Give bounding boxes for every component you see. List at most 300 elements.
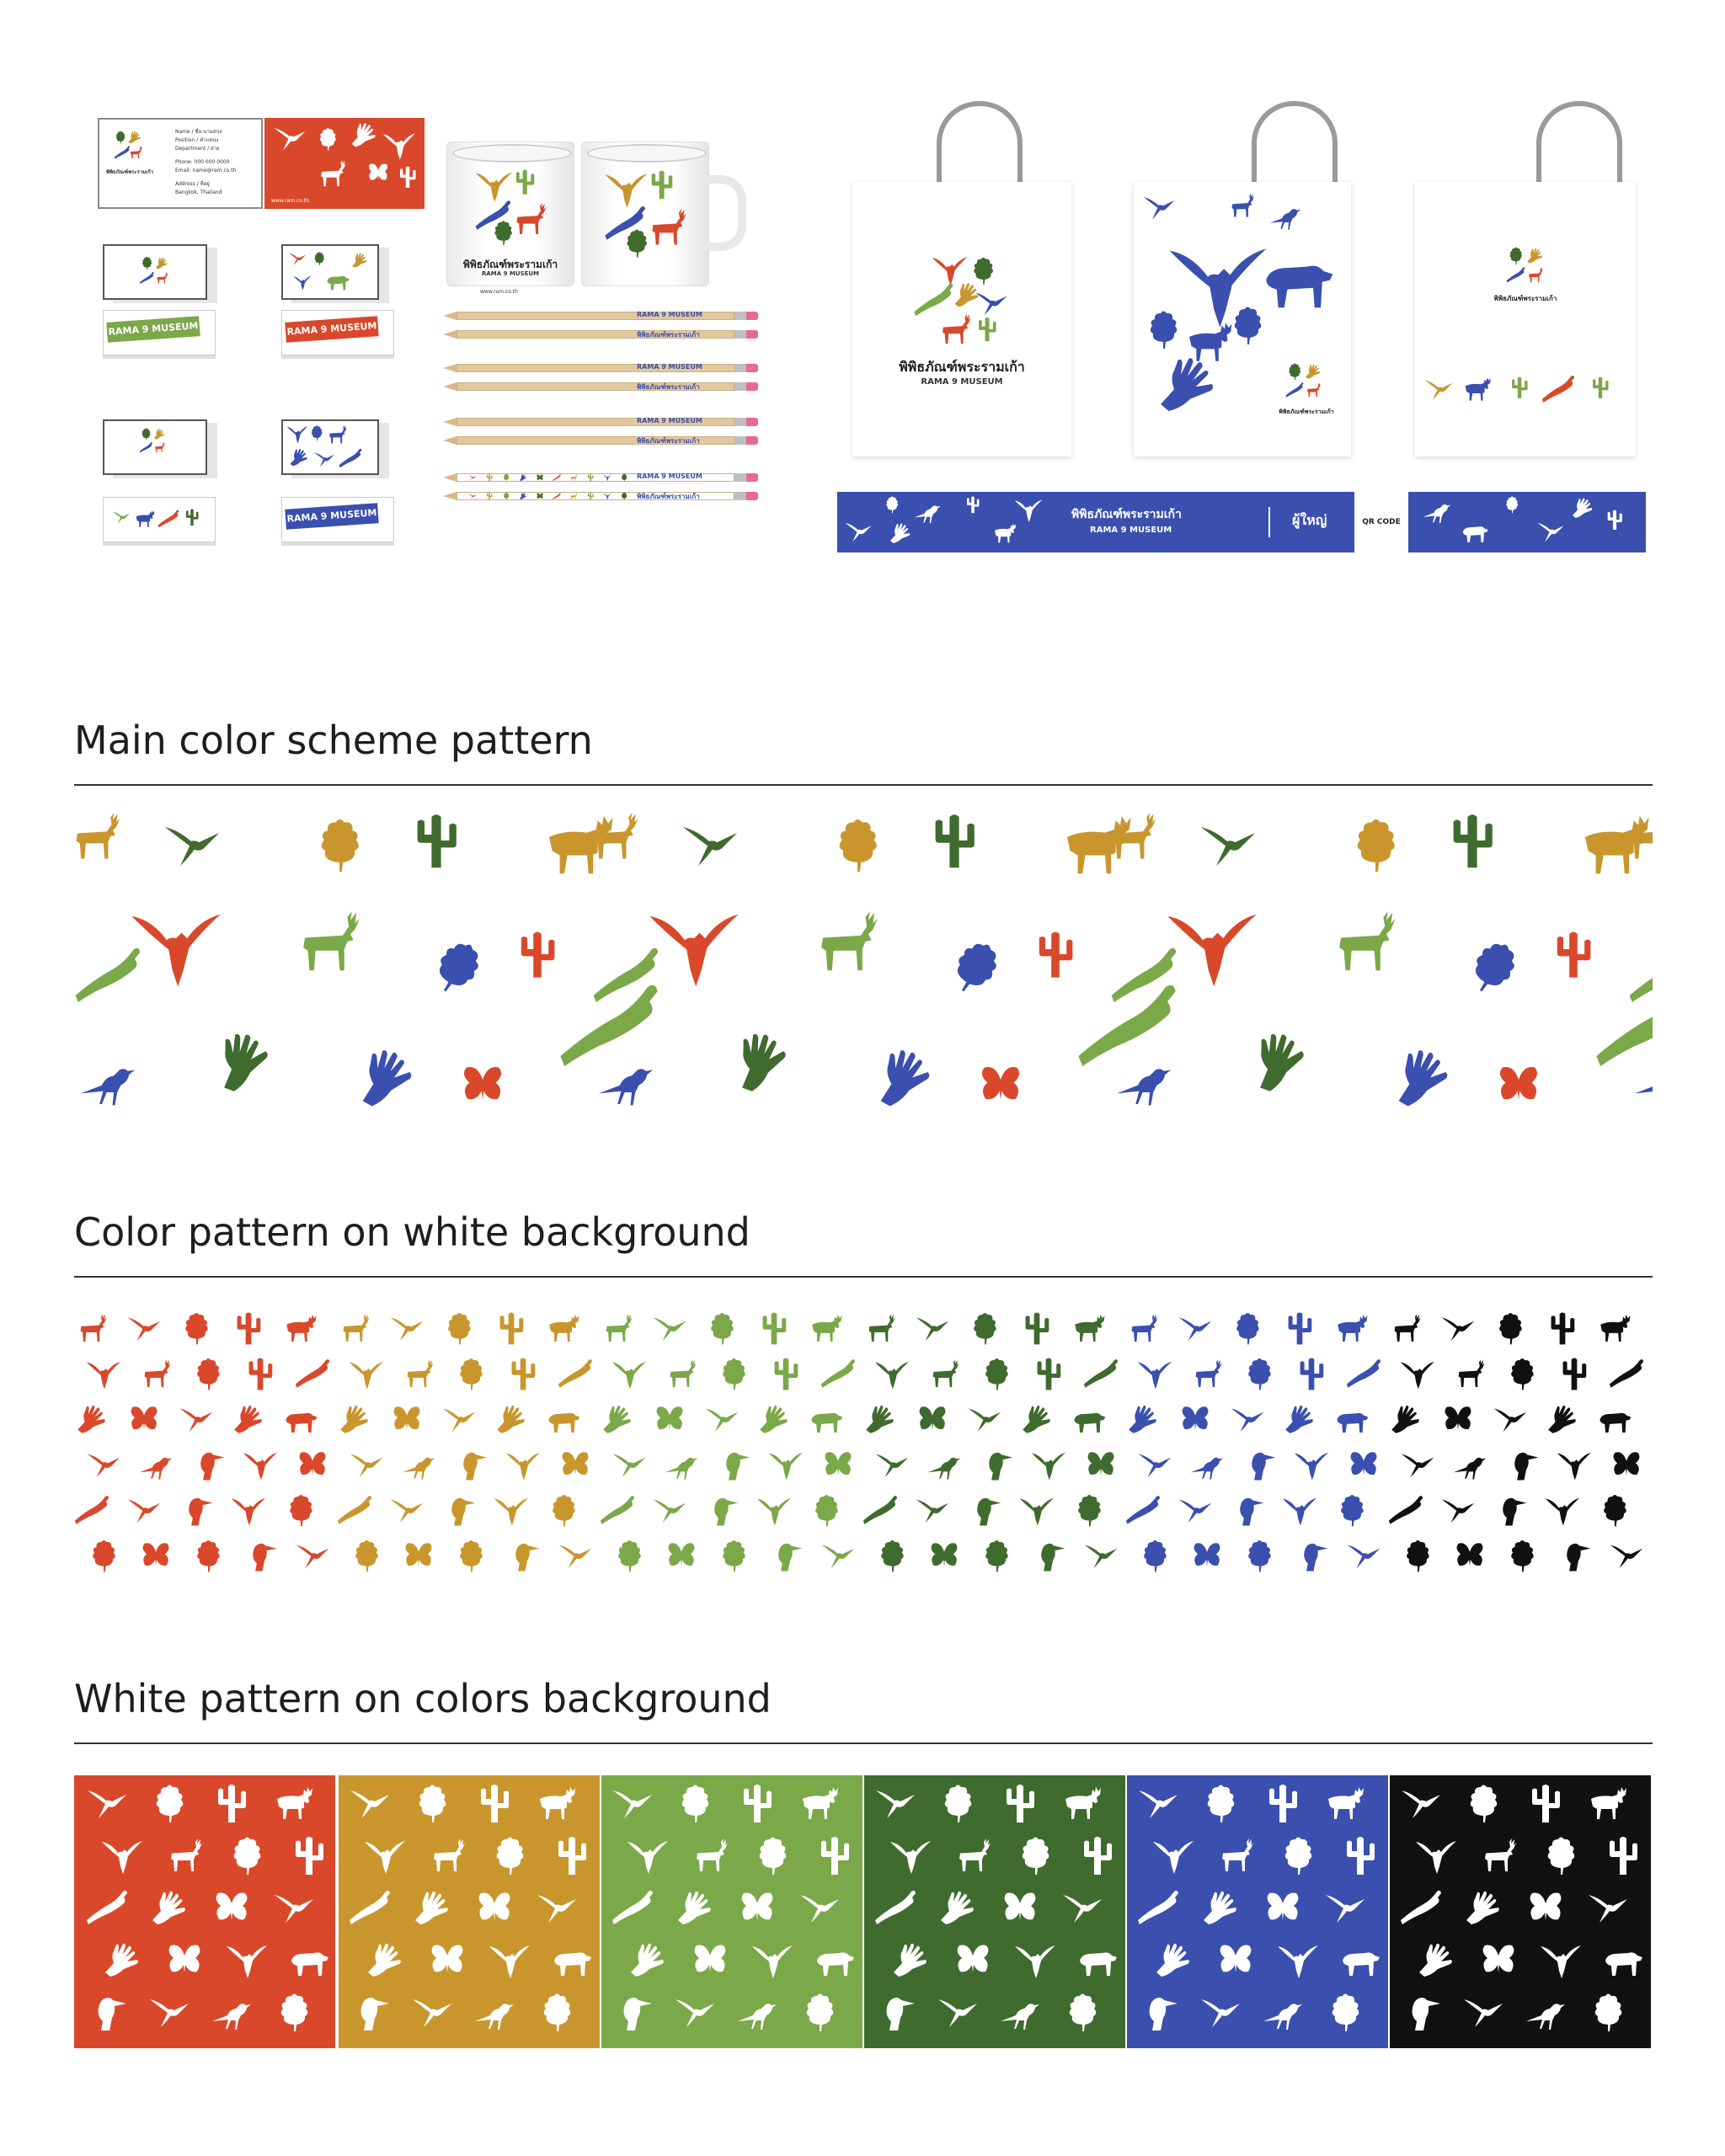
- bear-icon: [1599, 1413, 1631, 1433]
- bird-icon: [969, 1408, 1001, 1432]
- cactus-icon: [763, 1313, 787, 1345]
- whale-icon: [296, 1359, 329, 1388]
- parrot-icon: [875, 1362, 909, 1390]
- toucan-icon: [200, 1453, 224, 1481]
- pencil-label: พิพิธภัณฑ์พระรามเก้า: [637, 331, 700, 339]
- section-divider: [74, 784, 1653, 786]
- butterfly-icon: [1194, 1543, 1220, 1566]
- heron-icon: [1191, 1458, 1224, 1480]
- butterfly-icon: [920, 1406, 946, 1429]
- bird-icon: [128, 1499, 161, 1523]
- hand-icon: [726, 1027, 793, 1094]
- cactus-icon: [1038, 1358, 1061, 1390]
- hand-icon: [1244, 1027, 1311, 1094]
- toucan-icon: [451, 1498, 475, 1526]
- logo-icon: [1504, 244, 1548, 288]
- deer-icon: [595, 813, 638, 859]
- bird-icon: [683, 827, 737, 866]
- toucan-icon: [1252, 1453, 1275, 1481]
- section-title-color-on-white: Color pattern on white background: [74, 1209, 750, 1255]
- deer-icon: [145, 1359, 171, 1387]
- cactus-icon: [487, 474, 493, 482]
- card-brand: พิพิธภัณฑ์พระรามเก้า: [106, 169, 154, 175]
- parrot-icon: [243, 1453, 277, 1481]
- parrot-icon: [87, 1362, 120, 1390]
- toucan-icon: [1240, 1498, 1263, 1526]
- pattern-icon: [104, 498, 215, 542]
- moose-icon: [286, 1315, 316, 1342]
- parrot-icon: [232, 1498, 265, 1526]
- whale-icon: [1596, 985, 1653, 1066]
- leaf-icon: [985, 1358, 1007, 1390]
- eraser-sleeve-label: RAMA 9 MUSEUM: [285, 316, 378, 343]
- parrot-icon: [769, 1453, 803, 1481]
- eraser-sleeve-2: [281, 310, 394, 355]
- deer-icon: [1196, 1359, 1222, 1387]
- leaf-icon: [197, 1540, 219, 1572]
- bird-icon: [391, 1499, 424, 1523]
- toucan-icon: [1503, 1498, 1526, 1526]
- toucan-icon: [515, 1544, 539, 1572]
- whale-icon: [1610, 1359, 1643, 1388]
- deer-icon: [344, 1314, 370, 1342]
- leaf-icon: [1604, 1495, 1626, 1526]
- leaf-icon: [723, 1358, 745, 1390]
- shopping-bag-small-logo: [1415, 182, 1636, 456]
- bird-icon: [180, 1408, 213, 1432]
- whale-icon: [76, 948, 141, 1002]
- pencil-label: RAMA 9 MUSEUM: [637, 472, 702, 480]
- bird-icon: [296, 1545, 329, 1568]
- cactus-icon: [1563, 1358, 1587, 1390]
- bird-icon: [654, 1499, 686, 1523]
- bear-icon: [286, 1413, 317, 1433]
- deer-icon: [670, 1359, 697, 1387]
- leaf-icon: [974, 1313, 996, 1344]
- pattern-icon: [283, 246, 377, 298]
- deer-icon: [77, 813, 120, 859]
- cactus-icon: [500, 1313, 524, 1345]
- butterfly-icon: [131, 1406, 158, 1429]
- main-pattern-band: [74, 807, 1653, 1127]
- bird-icon: [916, 1499, 949, 1523]
- leaf-icon: [428, 936, 486, 1000]
- whale-icon: [553, 474, 561, 481]
- whale-icon: [821, 1359, 855, 1388]
- bag-brand-thai: พิพิธภัณฑ์พระรามเก้า: [899, 359, 1025, 375]
- shopping-bag-logo: [852, 182, 1071, 456]
- parrot-icon: [1283, 1498, 1316, 1526]
- deer-icon: [1132, 1314, 1158, 1342]
- hand-icon: [520, 474, 526, 481]
- banner-strip: [837, 492, 1646, 552]
- bird-icon: [165, 827, 219, 866]
- parrot-icon: [506, 1453, 540, 1481]
- hand-icon: [1391, 1406, 1419, 1433]
- leaf-icon: [448, 1313, 470, 1344]
- leaf-icon: [881, 1540, 903, 1572]
- cactus-icon: [487, 493, 493, 500]
- toucan-icon: [1567, 1544, 1590, 1572]
- whale-icon: [560, 985, 657, 1066]
- banner-brand-thai: พิพิธภัณฑ์พระรามเก้า: [1071, 508, 1182, 521]
- cactus-icon: [588, 493, 594, 500]
- cactus-icon: [249, 1358, 273, 1390]
- parrot-icon: [612, 1362, 646, 1390]
- leaf-icon: [290, 1495, 312, 1526]
- heron-icon: [1117, 1069, 1171, 1105]
- parrot-icon: [1557, 1453, 1591, 1481]
- leaf-icon: [1464, 936, 1522, 1000]
- eraser-sleeve-4: [281, 497, 394, 542]
- card-back-website: www.ram.co.th: [271, 198, 309, 204]
- bird-icon: [916, 1317, 949, 1341]
- deer-icon: [571, 474, 577, 481]
- leaf-icon: [1248, 1358, 1270, 1390]
- bird-icon: [822, 1545, 855, 1568]
- cactus-icon: [1289, 1313, 1312, 1345]
- butterfly-icon: [982, 1067, 1019, 1100]
- butterfly-icon: [1457, 1543, 1483, 1566]
- cactus-icon: [775, 1358, 798, 1390]
- cactus-icon: [238, 1313, 261, 1345]
- bear-icon: [1074, 1413, 1105, 1433]
- eraser-sleeve-3: [103, 497, 216, 542]
- toucan-icon: [1041, 1544, 1065, 1572]
- cactus-icon: [1557, 932, 1591, 978]
- bird-icon: [1139, 1454, 1172, 1477]
- pencil: [443, 436, 763, 445]
- leaf-icon: [1358, 819, 1395, 872]
- deer-icon: [606, 1314, 633, 1342]
- parrot-icon: [757, 1498, 791, 1526]
- mug-handle: [704, 175, 746, 251]
- whale-icon: [553, 493, 561, 499]
- logo-icon: [1284, 360, 1326, 403]
- parrot-icon: [1032, 1453, 1065, 1481]
- butterfly-icon: [563, 1452, 589, 1475]
- deer-icon: [933, 1359, 959, 1387]
- parrot-icon: [1401, 1362, 1434, 1390]
- toucan-icon: [714, 1498, 738, 1526]
- toucan-icon: [1514, 1453, 1538, 1481]
- card-line-2: Position / ตำแหน่ง: [175, 137, 219, 143]
- butterfly-icon: [657, 1406, 683, 1429]
- parrot-icon: [131, 915, 221, 987]
- pencil: [443, 382, 763, 391]
- logo-icon: [138, 254, 172, 288]
- hand-icon: [77, 1406, 105, 1433]
- pattern-icon: [1423, 371, 1627, 408]
- cactus-icon: [512, 1358, 536, 1390]
- card-line-1: Name / ชื่อ-นามสกุล: [175, 129, 222, 135]
- heron-icon: [599, 1069, 653, 1105]
- eraser-box-1: [103, 244, 207, 300]
- eraser-box-4: [281, 419, 379, 475]
- pattern-icon: [468, 473, 637, 482]
- whale-icon: [1078, 985, 1175, 1066]
- logo-icon: [466, 163, 557, 253]
- bird-icon: [391, 1317, 424, 1341]
- pencil-label: พิพิธภัณฑ์พระรามเก้า: [637, 437, 700, 445]
- pencil: [443, 418, 763, 426]
- leaf-icon: [322, 819, 359, 872]
- leaf-icon: [618, 1540, 640, 1572]
- parrot-icon: [603, 475, 611, 482]
- whale-icon: [558, 1359, 592, 1388]
- card-line-7: Bangkok, Thailand: [175, 189, 222, 195]
- hand-icon: [1391, 1047, 1451, 1108]
- bird-icon: [654, 1317, 686, 1341]
- leaf-icon: [1248, 1540, 1270, 1572]
- deer-icon: [869, 1314, 895, 1342]
- leaf-icon: [711, 1313, 733, 1344]
- deer-icon: [571, 493, 577, 499]
- pencil-label: RAMA 9 MUSEUM: [637, 363, 702, 371]
- cactus-icon: [588, 474, 594, 482]
- butterfly-icon: [1445, 1406, 1471, 1429]
- parrot-icon: [1546, 1498, 1579, 1526]
- hand-icon: [1129, 1406, 1156, 1433]
- logo-icon: [911, 249, 1012, 350]
- parrot-icon: [649, 915, 739, 987]
- mug-website: www.ram.co.th: [480, 289, 518, 295]
- card-line-3: Department / ฝ่าย: [175, 146, 220, 152]
- parrot-icon: [603, 494, 611, 500]
- heron-icon: [403, 1458, 435, 1480]
- toucan-icon: [778, 1544, 802, 1572]
- pencil: [443, 330, 763, 339]
- pencil-label: RAMA 9 MUSEUM: [637, 417, 702, 424]
- hand-icon: [355, 1047, 415, 1108]
- bird-icon: [350, 1454, 383, 1477]
- hand-icon: [1023, 1406, 1050, 1433]
- white-on-colors-svg: [74, 1775, 1653, 2048]
- bird-icon: [128, 1317, 161, 1341]
- bag-brand-thai: พิพิธภัณฑ์พระรามเก้า: [1279, 408, 1334, 415]
- hand-icon: [208, 1027, 275, 1094]
- hand-icon: [603, 1406, 631, 1433]
- bird-icon: [876, 1454, 909, 1477]
- bird-icon: [1442, 1317, 1475, 1341]
- leaf-icon: [185, 1313, 207, 1344]
- cactus-icon: [1454, 814, 1493, 867]
- white-on-colors-band: [74, 1775, 1653, 2048]
- cactus-icon: [418, 814, 457, 867]
- parrot-icon: [1295, 1453, 1328, 1481]
- leaf-icon: [1511, 1358, 1533, 1390]
- banner-divider: [1268, 507, 1270, 537]
- toucan-icon: [989, 1453, 1012, 1481]
- hand-icon: [1285, 1406, 1313, 1433]
- butterfly-icon: [406, 1543, 432, 1566]
- whale-icon: [1084, 1359, 1118, 1388]
- qr-code-label: QR CODE: [1362, 518, 1401, 526]
- leaf-icon: [723, 1540, 745, 1572]
- logo-icon: [138, 426, 168, 456]
- hand-icon: [340, 1406, 368, 1433]
- bird-icon: [706, 1408, 739, 1432]
- logo-icon: [594, 163, 698, 267]
- leaf-icon: [622, 474, 627, 482]
- section-title-main-pattern: Main color scheme pattern: [74, 718, 593, 763]
- leaf-icon: [1407, 1540, 1429, 1572]
- moose-icon: [1338, 1315, 1367, 1342]
- eraser-sleeve-label: RAMA 9 MUSEUM: [285, 503, 378, 530]
- mug-right: [581, 141, 709, 286]
- leaf-icon: [622, 493, 627, 500]
- qr-code-box: [1354, 492, 1408, 552]
- eraser-box-2: [281, 244, 379, 300]
- deer-icon: [303, 911, 360, 970]
- butterfly-icon: [932, 1543, 958, 1566]
- pencil-label: พิพิธภัณฑ์พระรามเก้า: [637, 383, 700, 391]
- toucan-icon: [726, 1453, 750, 1481]
- hand-icon: [520, 493, 526, 499]
- pencil-label: พิพิธภัณฑ์พระรามเก้า: [637, 493, 700, 500]
- leaf-icon: [1078, 1495, 1100, 1526]
- leaf-icon: [946, 936, 1004, 1000]
- pencil-group: [443, 312, 847, 564]
- butterfly-icon: [669, 1543, 695, 1566]
- bird-icon: [1179, 1499, 1212, 1523]
- deer-icon: [1113, 813, 1156, 859]
- deer-icon: [1339, 911, 1396, 970]
- whale-icon: [1389, 1496, 1423, 1524]
- cactus-icon: [1300, 1358, 1324, 1390]
- leaf-icon: [355, 1540, 377, 1572]
- bird-icon: [88, 1454, 120, 1477]
- cactus-icon: [521, 932, 555, 978]
- hand-icon: [760, 1406, 788, 1433]
- parrot-icon: [350, 1362, 383, 1390]
- hand-icon: [1548, 1406, 1576, 1433]
- heron-icon: [81, 1069, 135, 1105]
- card-line-4: Phone: 000 000 0000: [175, 159, 230, 165]
- heron-icon: [1454, 1458, 1487, 1480]
- section-divider: [74, 1276, 1653, 1278]
- bird-icon: [1201, 827, 1255, 866]
- cactus-icon: [936, 814, 975, 867]
- bear-icon: [811, 1413, 842, 1433]
- deer-icon: [408, 1359, 434, 1387]
- parrot-icon: [1138, 1362, 1172, 1390]
- bird-icon: [1494, 1408, 1527, 1432]
- toucan-icon: [1304, 1544, 1327, 1572]
- cactus-icon: [1551, 1313, 1575, 1345]
- bird-icon: [1442, 1499, 1475, 1523]
- butterfly-icon: [537, 494, 542, 499]
- parrot-icon: [1020, 1498, 1054, 1526]
- butterfly-icon: [1183, 1406, 1209, 1429]
- eraser-sleeve-1: [103, 310, 216, 355]
- leaf-icon: [840, 819, 877, 872]
- eraser-box-3: [103, 419, 207, 475]
- heron-icon: [1635, 1069, 1653, 1105]
- bird-icon: [559, 1545, 592, 1568]
- moose-icon: [1075, 1315, 1104, 1342]
- deer-icon: [1395, 1314, 1421, 1342]
- leaf-icon: [1511, 1540, 1533, 1572]
- cactus-icon: [1039, 932, 1073, 978]
- leaf-icon: [1236, 1313, 1258, 1344]
- hand-icon: [497, 1406, 525, 1433]
- merch-showcase: [84, 101, 1668, 573]
- butterfly-icon: [1088, 1452, 1114, 1475]
- mug-brand-thai: พิพิธภัณฑ์พระรามเก้า: [462, 259, 558, 270]
- butterfly-icon: [537, 475, 542, 481]
- bird-icon: [443, 1408, 476, 1432]
- hand-icon: [234, 1406, 262, 1433]
- leaf-icon: [504, 474, 509, 482]
- card-line-6: Address / ที่อยู่: [175, 181, 210, 187]
- mug-left: [446, 141, 574, 286]
- bird-icon: [1085, 1545, 1118, 1568]
- bird-icon: [468, 494, 476, 499]
- color-on-white-band: [74, 1310, 1653, 1588]
- whale-icon: [75, 1496, 109, 1524]
- hand-icon: [873, 1047, 933, 1108]
- business-card-back: [264, 118, 425, 209]
- leaf-icon: [460, 1540, 482, 1572]
- leaf-icon: [1499, 1313, 1521, 1344]
- heron-icon: [665, 1458, 698, 1480]
- deer-icon: [1459, 1359, 1485, 1387]
- bird-icon: [613, 1454, 646, 1477]
- toucan-icon: [253, 1544, 276, 1572]
- banner-brand-en: RAMA 9 MUSEUM: [1090, 526, 1172, 535]
- business-card-front: [98, 118, 263, 209]
- butterfly-icon: [143, 1543, 169, 1566]
- moose-icon: [1600, 1315, 1630, 1342]
- whale-icon: [1630, 948, 1653, 1002]
- banner-partner: ผู้ใหญ่: [1292, 512, 1327, 528]
- leaf-icon: [985, 1540, 1007, 1572]
- butterfly-icon: [394, 1406, 420, 1429]
- butterfly-icon: [1614, 1452, 1640, 1475]
- leaf-icon: [504, 493, 509, 500]
- bear-icon: [1337, 1413, 1368, 1433]
- deer-icon: [821, 911, 878, 970]
- butterfly-icon: [300, 1452, 326, 1475]
- leaf-icon: [553, 1495, 574, 1526]
- whale-icon: [338, 1496, 371, 1524]
- toucan-icon: [189, 1498, 212, 1526]
- pattern-icon: [283, 421, 377, 473]
- section-divider: [74, 1742, 1653, 1744]
- bird-icon: [1610, 1545, 1643, 1568]
- deer-icon: [81, 1314, 107, 1342]
- hand-icon: [866, 1406, 894, 1433]
- whale-icon: [601, 1496, 634, 1524]
- bird-icon: [1179, 1317, 1212, 1341]
- bird-icon: [1402, 1454, 1434, 1477]
- butterfly-icon: [464, 1067, 501, 1100]
- leaf-icon: [815, 1495, 837, 1526]
- mug-brand-en: RAMA 9 MUSEUM: [481, 270, 540, 277]
- toucan-icon: [463, 1453, 487, 1481]
- moose-icon: [549, 1315, 579, 1342]
- pattern-icon: [468, 492, 637, 500]
- bird-icon: [1348, 1545, 1381, 1568]
- heron-icon: [928, 1458, 961, 1480]
- pencil: [443, 473, 763, 482]
- pattern-icon: [264, 118, 425, 209]
- whale-icon: [1347, 1359, 1381, 1388]
- parrot-icon: [1167, 915, 1257, 987]
- toucan-icon: [977, 1498, 1001, 1526]
- cactus-icon: [1026, 1313, 1049, 1345]
